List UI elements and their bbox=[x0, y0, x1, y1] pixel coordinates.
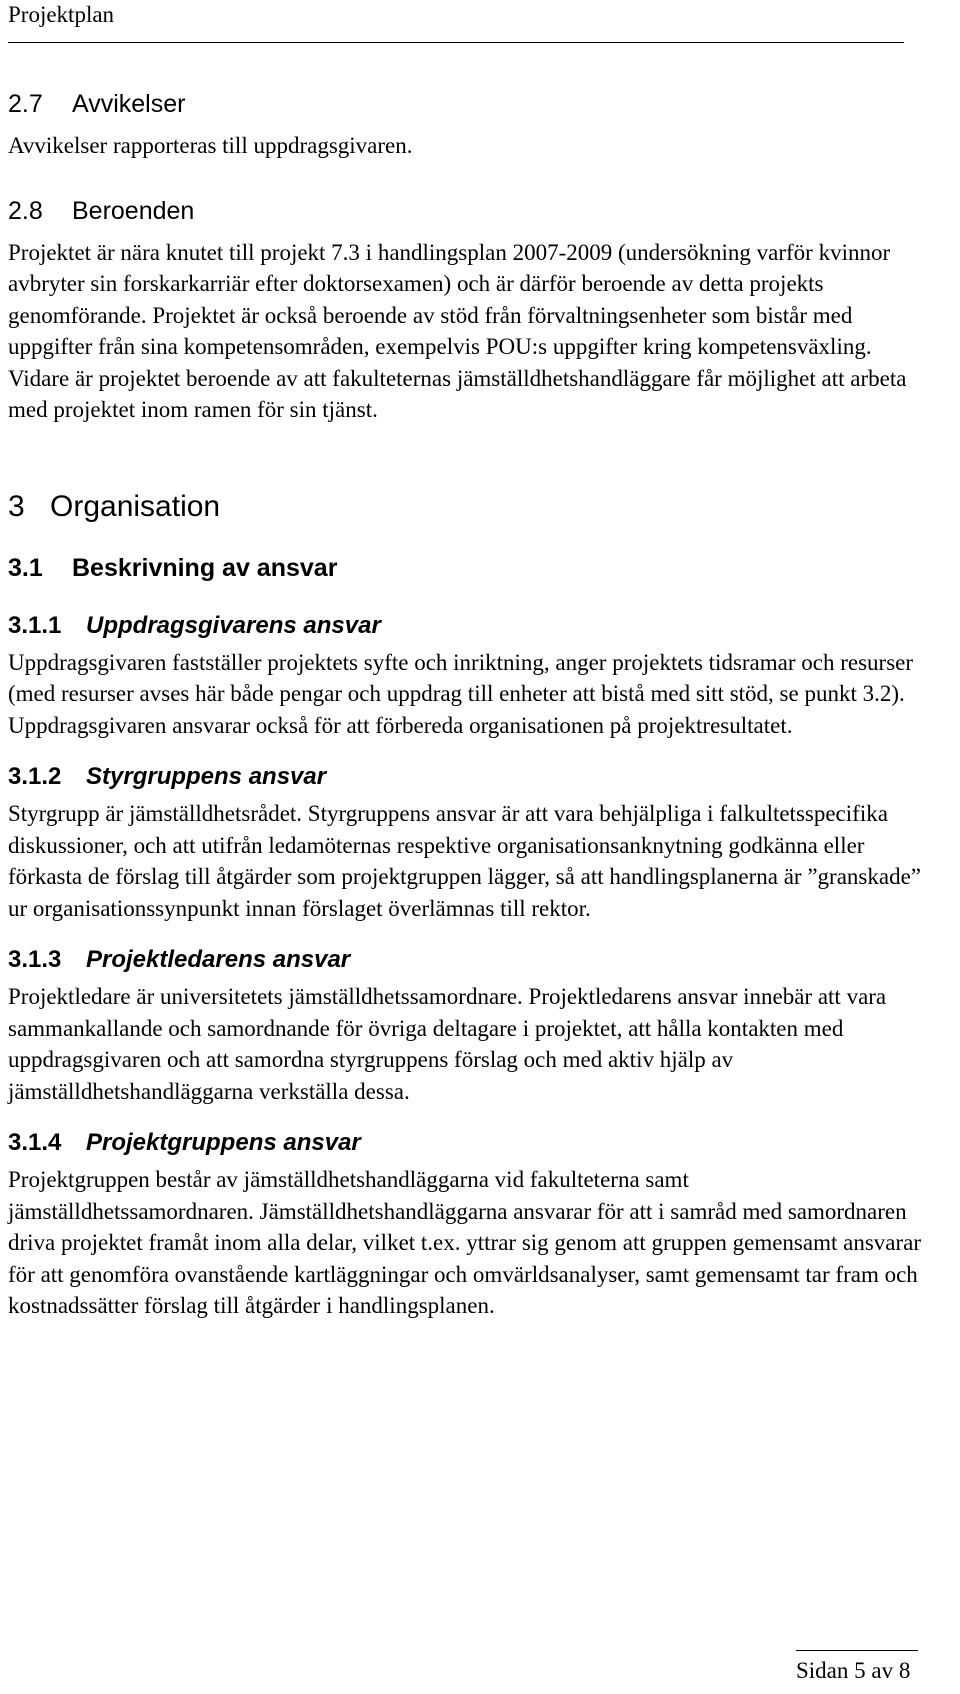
header-title: Projektplan bbox=[8, 2, 115, 27]
heading-title: Uppdragsgivarens ansvar bbox=[86, 611, 381, 639]
heading-number: 3.1 bbox=[8, 553, 43, 582]
heading-number: 2.8 bbox=[8, 196, 43, 225]
paragraph-projektgruppens-ansvar: Projektgruppen består av jämställdhetshandläggarna vid fakulteterna samt jämställdhetssamordnaren. Jämställdhetshandläggarna ansvarar för att i samråd med samordnaren driva projektet framåt inom alla delar, vilket t.ex. yttrar sig genom att gruppen gemensamt ansvarar för att genomföra ovanstående kartläggningar och omvärldsanalyser, samt gemensamt tar fram och kostnadssätter förslag till åtgärder i handlingsplanen. bbox=[8, 1167, 922, 1318]
heading-number: 3.1.1 bbox=[8, 611, 62, 639]
heading-title: Beskrivning av ansvar bbox=[72, 553, 338, 582]
heading-3-1-1 bbox=[8, 610, 928, 642]
heading-title: Projektledarens ansvar bbox=[86, 946, 351, 973]
heading-3-1-3 bbox=[8, 944, 928, 976]
heading-number: 3 bbox=[8, 489, 25, 523]
paragraph-beroenden: Projektet är nära knutet till projekt 7.3 i handlingsplan 2007-2009 (undersökning varför kvinnor avbryter sin forskarkarriär efter doktorsexamen) och är därför beroende av detta projekts genomförande. Projektet är också beroende av stöd från förvaltningsenheter som bistår med uppgifter från sina kompetensområden, exempelvis POU:s uppgifter kring kompetensväxling. Vidare är projektet beroende av att fakulteternas jämställdhetshandläggare får möjlighet att arbeta med projektet inom ramen för sin tjänst. bbox=[8, 239, 907, 422]
heading-title: Projektgruppens ansvar bbox=[86, 1129, 361, 1156]
heading-number: 3.1.2 bbox=[8, 763, 62, 790]
heading-title: Styrgruppens ansvar bbox=[86, 763, 327, 790]
heading-2-7 bbox=[8, 88, 928, 120]
heading-title: Beroenden bbox=[72, 196, 195, 225]
page-footer bbox=[796, 1650, 918, 1685]
page-header bbox=[8, 2, 904, 43]
heading-number: 3.1.3 bbox=[8, 946, 62, 973]
heading-2-8 bbox=[8, 195, 928, 227]
paragraph-avvikelser: Avvikelser rapporteras till uppdragsgivaren. bbox=[8, 133, 413, 158]
paragraph-uppdragsgivarens-ansvar: Uppdragsgivaren fastställer projektets syfte och inriktning, anger projektets tidsramar och resurser (med resurser avses här både pengar och uppdrag till enheter att bistå med sitt stöd, se punkt 3.2). Uppdragsgivaren ansvarar också för att förbereda organisationen på projektresultatet. bbox=[8, 649, 914, 738]
heading-3-1 bbox=[8, 552, 928, 584]
document-body bbox=[8, 88, 928, 1322]
heading-number: 2.7 bbox=[8, 90, 43, 118]
heading-number: 3.1.4 bbox=[8, 1129, 62, 1156]
heading-title: Avvikelser bbox=[72, 90, 186, 118]
page-number: Sidan 5 av 8 bbox=[796, 1658, 911, 1683]
heading-3 bbox=[8, 488, 928, 526]
heading-3-1-4 bbox=[8, 1127, 928, 1159]
heading-title: Organisation bbox=[50, 489, 221, 523]
paragraph-styrgruppens-ansvar: Styrgrupp är jämställdhetsrådet. Styrgruppens ansvar är att vara behjälpliga i falkultetsspecifika diskussioner, och att utifrån ledamöternas respektive organisationsanknytning godkänna eller förkasta de förslag till åtgärder som projektgruppen lägger, så att handlingsplanerna är ”granskade” ur organisationssynpunkt innan förslaget överlämnas till rektor. bbox=[8, 801, 921, 921]
paragraph-projektledarens-ansvar: Projektledare är universitetets jämställdhetssamordnare. Projektledarens ansvar innebär att vara sammankallande och samordnande för övriga deltagare i projektet, att hålla kontakten med uppdragsgivaren och att samordna styrgruppens förslag och med aktiv hjälp av jämställdhetshandläggarna verkställa dessa. bbox=[8, 984, 887, 1104]
heading-3-1-2 bbox=[8, 761, 928, 793]
